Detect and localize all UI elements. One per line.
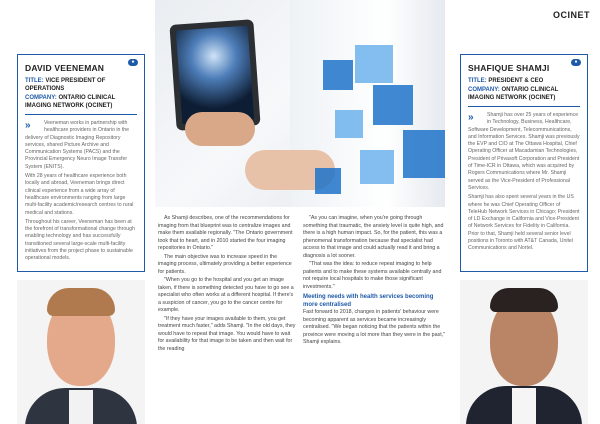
brand-header: OCINET — [552, 10, 590, 20]
pixel-tile — [315, 168, 341, 194]
profile-title: TITLE: VICE PRESIDENT OF OPERATIONS — [25, 78, 106, 92]
hero-image — [155, 0, 445, 207]
profile-company: COMPANY: ONTARIO CLINICAL IMAGING NETWORK (OCINET) — [468, 87, 559, 101]
profile-name: SHAFIQUE SHAMJI — [468, 63, 550, 73]
shirt — [512, 388, 536, 424]
paragraph: "When you go to the hospital and you get an image taken, if there is something detected you have to go see a specialist who often works at a different hospital. If there's a suspicion of cancer, you go to the cancer centre for example. — [158, 277, 294, 313]
hair — [490, 288, 558, 312]
shirt — [69, 390, 93, 424]
portrait-veeneman — [17, 280, 145, 424]
profile-name: DAVID VEENEMAN — [25, 63, 105, 73]
paragraph: "As you can imagine, when you're going through something that traumatic, the anxiety level is quite high, and there is a high human impact. So, for the patient, this was a phenomenal transformation because that specialist had access to that image and could actually read it and bring a diagnosis a lot sooner. — [303, 215, 444, 259]
profile-card-shamji — [460, 54, 588, 272]
article-column-1 — [158, 215, 296, 354]
profile-company: COMPANY: ONTARIO CLINICAL IMAGING NETWORK (OCINET) — [25, 95, 116, 109]
paragraph: As Shamji describes, one of the recommendations for imaging from that blueprint was to centralize images and make them available regionally. "The Ontario government took that to heart, and in 2010 started the four imaging repositories in Ontario." — [158, 215, 293, 251]
pixel-tile — [355, 45, 393, 83]
subheading: Meeting needs with health services becoming more centralised — [303, 294, 434, 308]
profile-title: TITLE: PRESIDENT & CEO — [468, 78, 544, 84]
hair — [47, 288, 115, 316]
paragraph: Fast forward to 2018, changes in patients' behaviour were becoming apparent as services became increasingly centralised. "We began noticing that the patients within the province were moving a lot more than they were in the past," Shamji explains. — [303, 309, 446, 345]
profile-bio: » Shamji has over 25 years of experience in Technology, Business, Healthcare, Software Development, Telecommunications, and Information Services. Shamji was previously the EVP and CIO at The Ottawa Hospital, Chief Operating Officer at Macadamian Technologies, President of Privasoft Corporation and President of Time-ICR in Ottawa, which was acquired by Rogers Communications where Mr. Shamji served as the Vice-President of Professional Services. Shamji has also spent several years in the US where he was Chief Operating Officer of TeleHub Network Services in Chicago; President of LD Exchange in California and Vice-President of Network Services for Fidelity in California. Prior to that, Shamji held several senior level positions in Toronto with AT&T Canada, Unitel Communications and Nortel. — [468, 112, 580, 252]
profile-card-veeneman — [17, 54, 145, 272]
pixel-tile — [360, 150, 394, 184]
chevron-icon: » — [25, 120, 31, 131]
chevron-icon: » — [468, 112, 474, 123]
profile-bio: » Veeneman works in partnership with healthcare providers in Ontario in the delivery of Diagnostic Imaging Repository services, shared Picture Archive and Communication Systems (PACS) and the Provincial Emergency Neuro Image Transfer System (ENITS). With 28 years of healthcare experience both locally and abroad, Veeneman brings direct clinical experience from a wide array of healthcare environments ranging from large multi-facility academic/research centres to rural medical and stations. Throughout his career, Veeneman has been at the forefront of transformational change through enabling technology and has successfully transitioned several large-scale multi-facility initiatives from the project phase to sustainable operational models. — [25, 120, 135, 262]
pixel-tile — [323, 60, 353, 90]
badge-icon: ● — [571, 59, 581, 66]
pixel-tile — [335, 110, 363, 138]
pixel-tile — [403, 130, 445, 178]
hand-image — [185, 112, 255, 146]
divider — [468, 106, 580, 107]
pixel-tile — [373, 85, 413, 125]
badge-icon: ● — [128, 59, 138, 66]
paragraph: "If they have your images available to them, you get treatment much faster," adds Shamji. "In the old days, they would have to repeat that image. You would have to wait for availability for that image to be taken and then wait for the reading — [158, 315, 296, 352]
brain-scan-image — [176, 26, 254, 125]
divider — [25, 114, 137, 115]
article-column-2 — [303, 215, 446, 348]
paragraph: "That was the idea: to reduce repeat imaging to help patients and to make these systems available centrally and not require local hospitals to make those significant investments." — [303, 261, 442, 290]
portrait-shamji — [460, 280, 588, 424]
paragraph: The main objective was to increase speed in the imaging process, ultimately providing a better experience for patients. — [158, 253, 292, 275]
